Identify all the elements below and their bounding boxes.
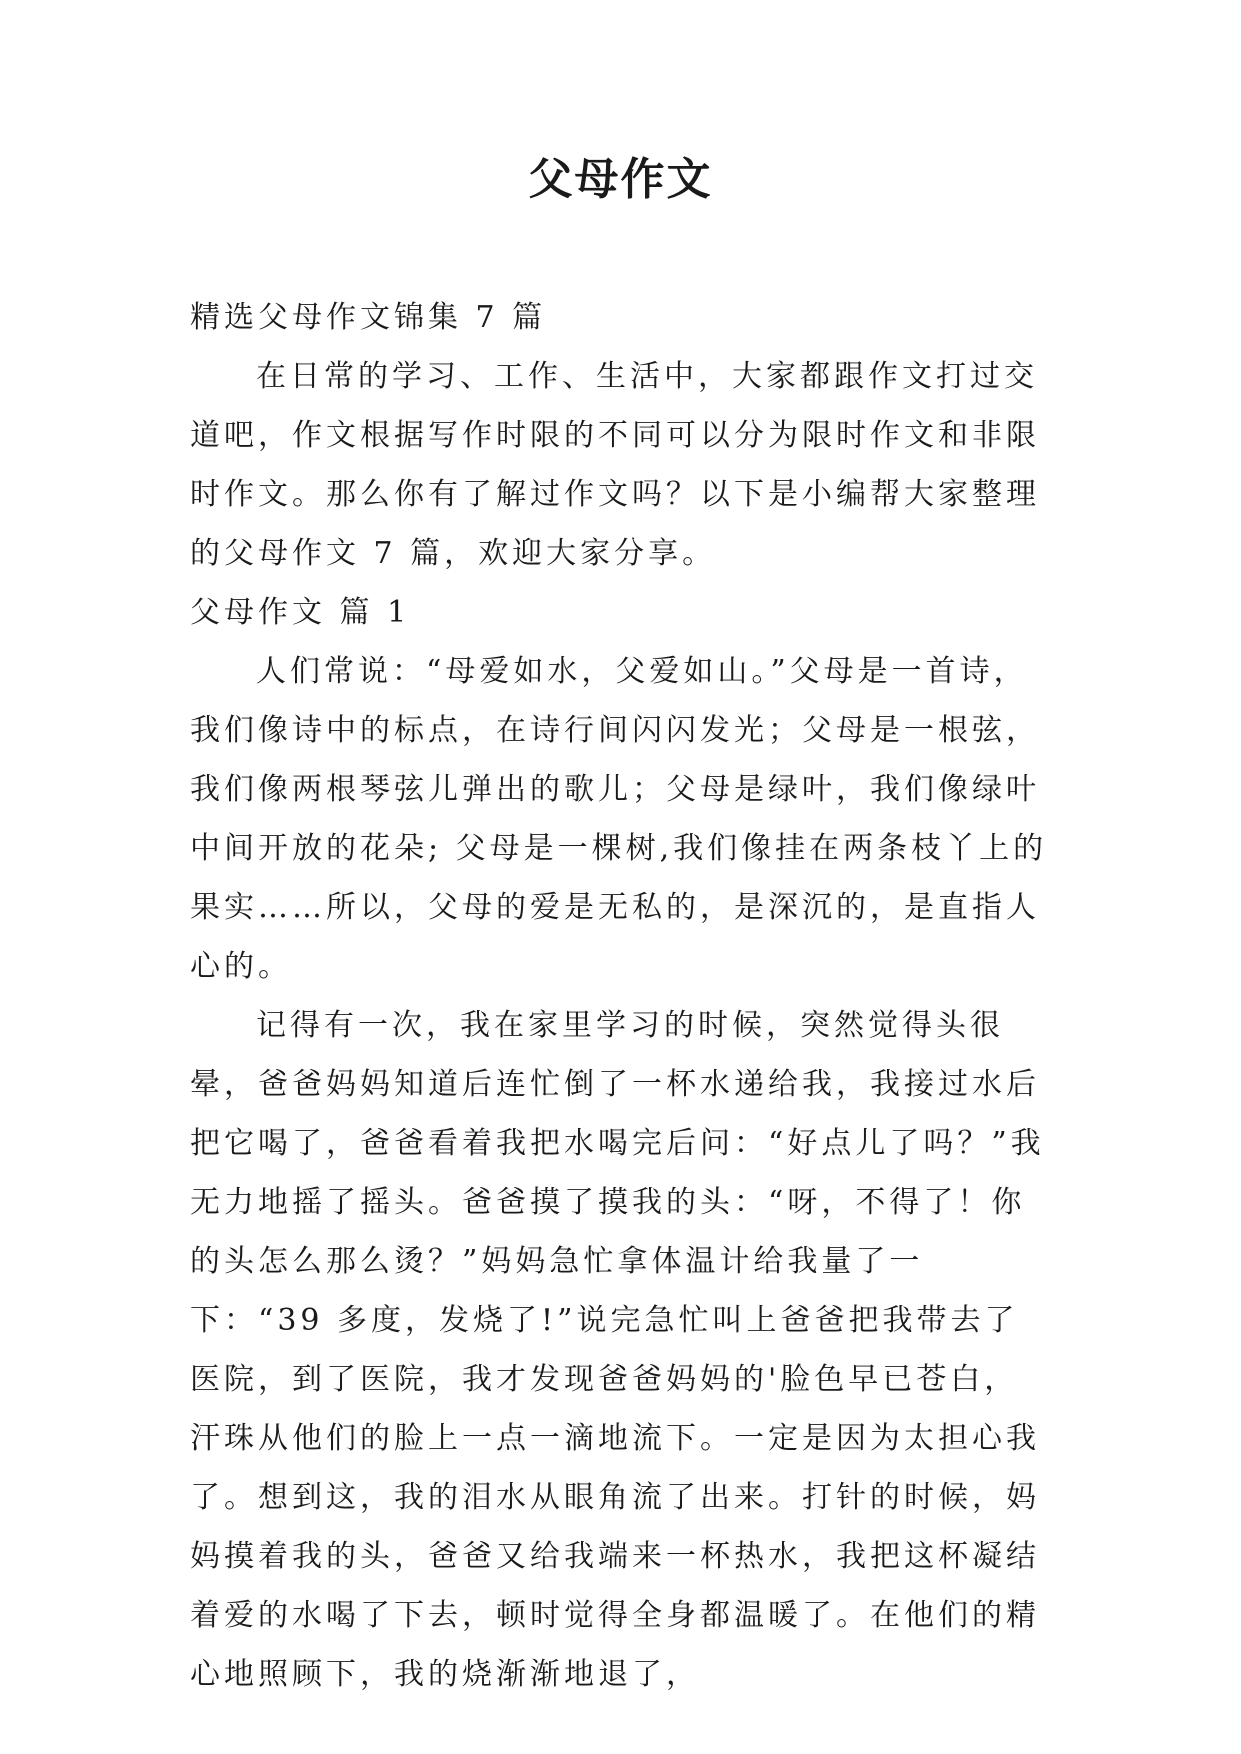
- document-title: 父母作文: [528, 154, 713, 205]
- intro-paragraph: 在日常的学习、工作、生活中，大家都跟作文打过交道吧，作文根据写作时限的不同可以分为限时作文和非限时作文。那么你有了解过作文吗？以下是小编帮大家整理的父母作文 7 篇，欢迎大家分享。: [190, 359, 1040, 571]
- body-paragraph-2: 记得有一次，我在家里学习的时候，突然觉得头很晕，爸爸妈妈知道后连忙倒了一杯水递给我，我接过水后把它喝了，爸爸看着我把水喝完后问：“好点儿了吗？”我无力地摇了摇头。爸爸摸了摸我的头：“呀，不得了！你的头怎么那么烫？”妈妈急忙拿体温计给我量了一下：“39 多度，发烧了!”说完急忙叫上爸爸把我带去了医院，到了医院，我才发现爸爸妈妈的'脸色早已苍白，汗珠从他们的脸上一点一滴地流下。一定是因为太担心我了。想到这，我的泪水从眼角流了出来。打针的时候，妈妈摸着我的头，爸爸又给我端来一杯热水，我把这杯凝结着爱的水喝了下去，顿时觉得全身都温暖了。在他们的精心地照顾下，我的烧渐渐地退了，: [190, 1008, 1045, 1692]
- document-body: [190, 288, 1052, 1704]
- body-paragraph-1: 人们常说：“母爱如水，父爱如山。”父母是一首诗，我们像诗中的标点，在诗行间闪闪发光；父母是一根弦，我们像两根琴弦儿弹出的歌儿；父母是绿叶，我们像绿叶中间开放的花朵; 父母是一棵树,我们像挂在两条枝丫上的果实……所以，父母的爱是无私的，是深沉的，是直指人心的。: [190, 654, 1048, 984]
- collection-subtitle: 精选父母作文锦集 7 篇: [190, 300, 547, 335]
- section-heading: 父母作文 篇 1: [190, 595, 411, 630]
